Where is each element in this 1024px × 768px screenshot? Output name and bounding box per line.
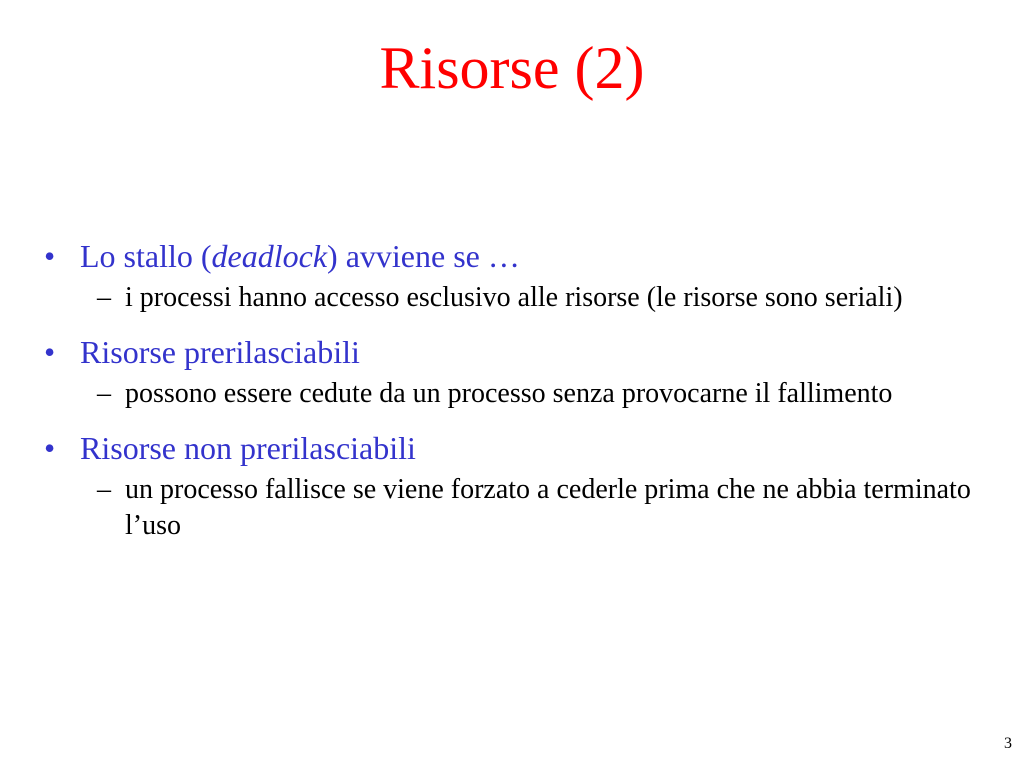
bullet-preemptible xyxy=(40,330,990,412)
sub-item-text: possono essere cedute da un processo senza provocarne il fallimento xyxy=(125,378,893,409)
bullet-label: Risorse non prerilasciabili xyxy=(80,430,416,466)
bullet-label-end: ) avviene se … xyxy=(327,238,520,274)
sub-marker: – xyxy=(97,282,111,313)
bullet-list xyxy=(40,234,990,544)
slide-title: Risorse (2) xyxy=(379,35,645,101)
sub-list xyxy=(80,280,990,316)
sub-marker: – xyxy=(97,474,111,505)
page-number: 3 xyxy=(1004,735,1012,752)
sub-list xyxy=(80,376,990,412)
sub-marker: – xyxy=(97,378,111,409)
sub-list xyxy=(80,472,990,544)
sub-item xyxy=(80,472,990,544)
sub-item xyxy=(80,376,990,412)
bullet-non-preemptible xyxy=(40,426,990,544)
sub-item-text: i processi hanno accesso esclusivo alle risorse (le risorse sono seriali) xyxy=(125,282,903,313)
bullet-label xyxy=(80,238,520,274)
bullet-marker: • xyxy=(44,238,56,274)
bullet-label: Risorse prerilasciabili xyxy=(80,334,360,370)
bullet-deadlock xyxy=(40,234,990,316)
bullet-marker: • xyxy=(44,334,56,370)
bullet-label-italic: deadlock xyxy=(211,238,328,274)
bullet-marker: • xyxy=(44,430,56,466)
sub-item xyxy=(80,280,990,316)
bullet-label-start: Lo stallo ( xyxy=(80,238,212,274)
sub-item-text: un processo fallisce se viene forzato a cederle prima che ne abbia terminato l’uso xyxy=(125,474,971,541)
